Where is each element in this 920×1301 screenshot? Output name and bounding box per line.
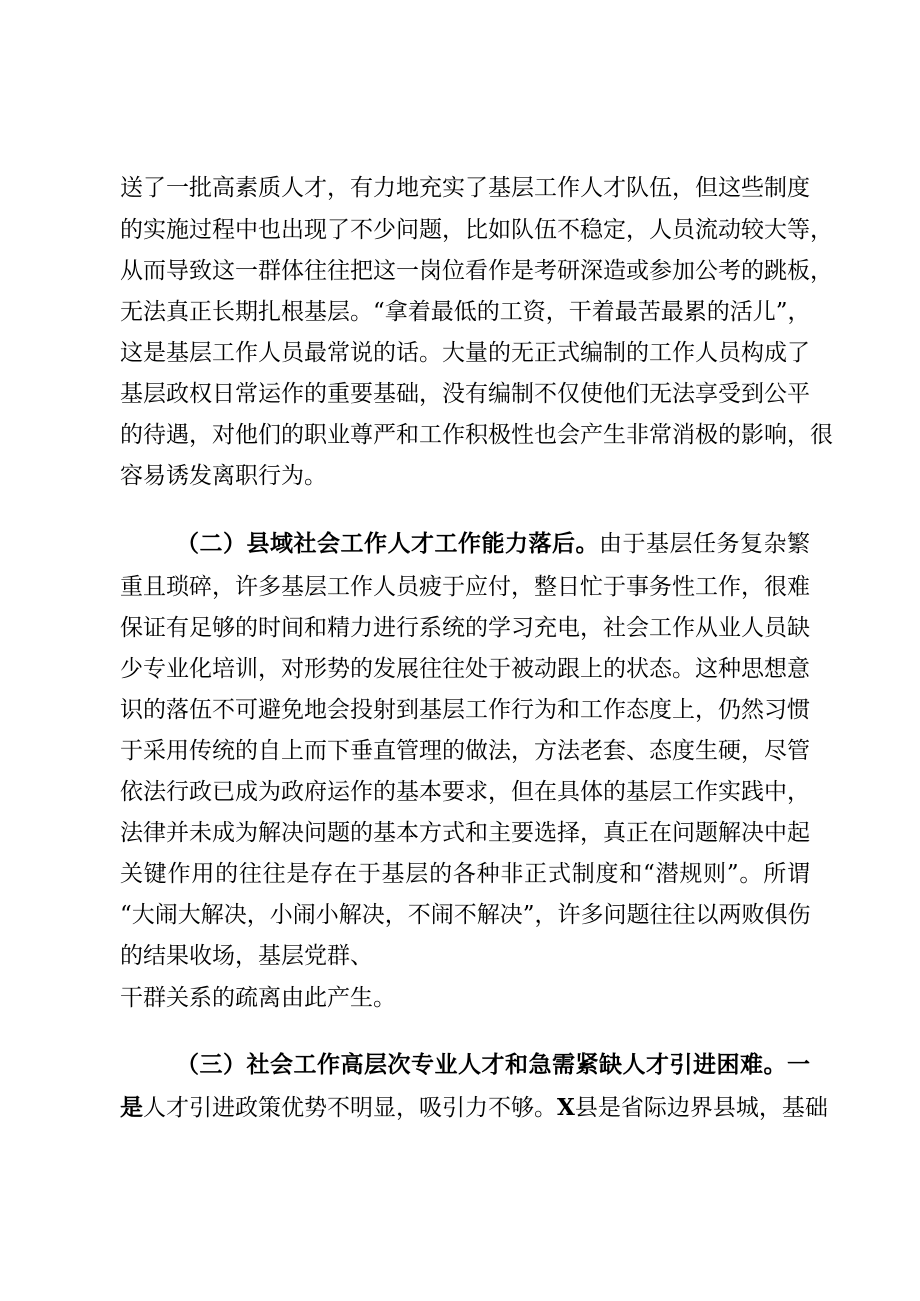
section2-first-line-rest: 由于基层任务复杂繁: [599, 531, 810, 557]
paragraph1-line-2: 的实施过程中也出现了不少问题，比如队伍不稳定，人员流动较大等，: [120, 217, 833, 243]
section3-line2-county: X: [557, 1094, 575, 1121]
section3-line2-bold: 是: [120, 1094, 143, 1121]
section2-line-7: 依法行政已成为政府运作的基本要求，但在具体的基层工作实践中，: [120, 779, 810, 805]
paragraph1-line-8: 容易诱发离职行为。: [120, 463, 327, 489]
paragraph1-line-4: 无法真正长期扎根基层。“拿着最低的工资，干着最苦最累的活儿”，: [120, 299, 811, 325]
section2-line-9: 关键作用的往往是存在于基层的各种非正式制度和“潜规则”。所谓: [120, 861, 810, 887]
section3-line2-text-c: 县是省际边界县城，基础: [574, 1095, 828, 1121]
section2-line-4: 少专业化培训，对形势的发展往往处于被动跟上的状态。这种思想意: [120, 656, 810, 682]
section3-line2-text-a: 人才引进政策优势不明显，吸引力不够。: [143, 1095, 557, 1121]
section2-line-2: 重且琐碎，许多基层工作人员疲于应付，整日忙于事务性工作，很难: [120, 574, 810, 600]
paragraph1-line-5: 这是基层工作人员最常说的话。大量的无正式编制的工作人员构成了: [120, 340, 810, 366]
section2-line-6: 于采用传统的自上而下垂直管理的做法，方法老套、态度生硬，尽管: [120, 738, 810, 764]
section2-first-line: [176, 529, 810, 559]
paragraph1-line-1: 送了一批高素质人才，有力地充实了基层工作人才队伍，但这些制度: [120, 175, 810, 201]
section2-line-3: 保证有足够的时间和精力进行系统的学习充电，社会工作从业人员缺: [120, 615, 810, 641]
section2-line-5: 识的落伍不可避免地会投射到基层工作行为和工作态度上，仍然习惯: [120, 697, 810, 723]
section3-line-2: [120, 1093, 828, 1123]
section2-line-11: 的结果收场，基层党群、: [120, 943, 373, 969]
section3-heading: （三）社会工作高层次专业人才和急需紧缺人才引进困难。一: [176, 1051, 810, 1078]
paragraph1-line-6: 基层政权日常运作的重要基础，没有编制不仅使他们无法享受到公平: [120, 381, 810, 407]
section2-line-10: “大闹大解决，小闹小解决，不闹不解决”，许多问题往往以两败俱伤: [120, 902, 811, 928]
section2-line-12: 干群关系的疏离由此产生。: [120, 985, 396, 1011]
paragraph1-line-7: 的待遇，对他们的职业尊严和工作积极性也会产生非常消极的影响，很: [120, 422, 833, 448]
paragraph1-line-3: 从而导致这一群体往往把这一岗位看作是考研深造或参加公考的跳板，: [120, 258, 833, 284]
section2-heading: （二）县域社会工作人才工作能力落后。: [176, 530, 599, 557]
section2-line-8: 法律并未成为解决问题的基本方式和主要选择，真正在问题解决中起: [120, 820, 810, 846]
